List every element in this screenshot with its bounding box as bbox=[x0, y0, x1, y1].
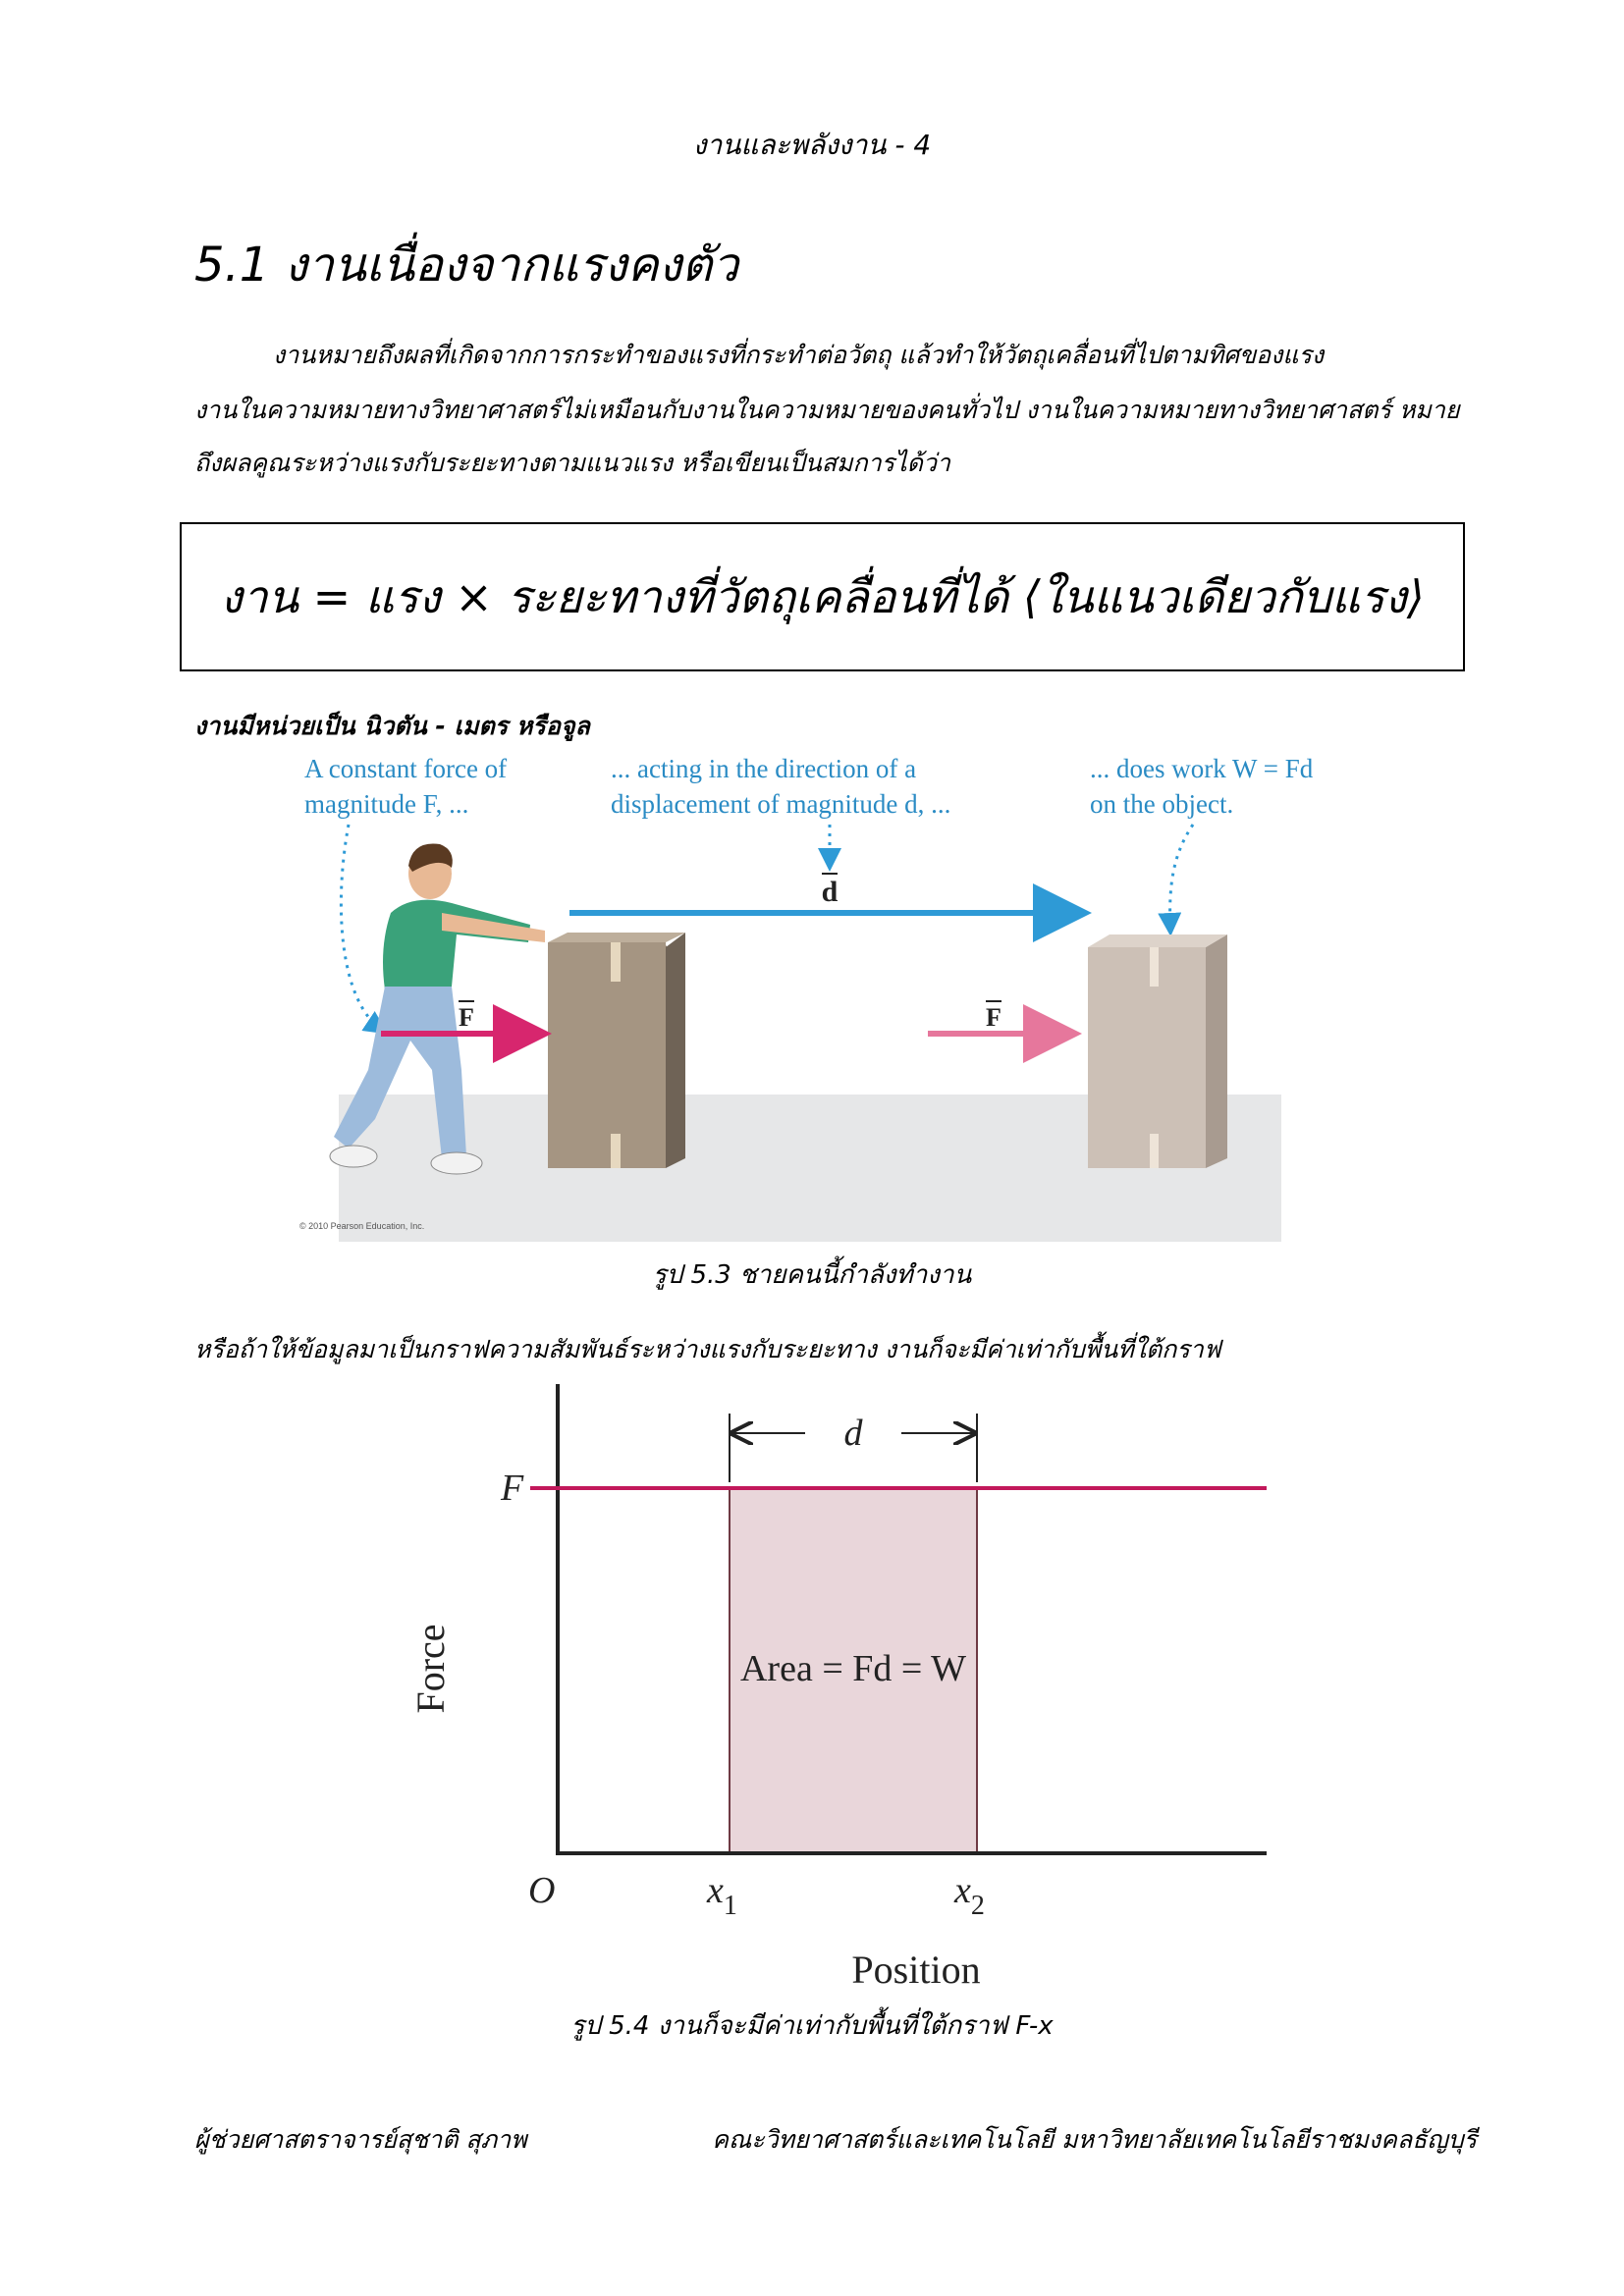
label-work-line2: on the object. bbox=[1090, 789, 1234, 819]
copyright-note: © 2010 Pearson Education, Inc. bbox=[299, 1221, 425, 1231]
box-final bbox=[1088, 934, 1227, 1168]
leader-force bbox=[341, 825, 383, 1031]
x2-label: $x_2$ bbox=[954, 1870, 985, 1921]
vector-f-label-initial: F bbox=[459, 1003, 474, 1032]
origin-label: O bbox=[528, 1870, 556, 1911]
f-label: F bbox=[501, 1468, 524, 1509]
label-work-line1: ... does work W = Fd bbox=[1090, 754, 1314, 783]
paragraph-scientific-meaning: งานในความหมายทางวิทยาศาสตร์ไม่เหมือนกับงานในความหมายของคนทั่วไป งานในความหมายทางวิทยาศาสตร์ หมายถึงผลคูณระหว่างแรงกับระยะทางตามแนวแรง หรือเขียนเป็นสมการได้ว่า bbox=[194, 396, 1460, 477]
unit-statement: งานมีหน่วยเป็น นิวตัน - เมตร หรือจูล bbox=[194, 712, 590, 740]
area-label: Area = Fd = W bbox=[739, 1648, 967, 1689]
label-force-line1: A constant force of bbox=[304, 754, 508, 783]
figure-force-position-graph bbox=[373, 1374, 1276, 2002]
page-footer bbox=[194, 2120, 1477, 2160]
label-displacement-line1: ... acting in the direction of a bbox=[611, 754, 917, 783]
leader-work bbox=[1170, 825, 1193, 931]
section-title: 5.1 งานเนื่องจากแรงคงตัว bbox=[194, 238, 739, 293]
equation-text: งาน = แรง × ระยะทางที่วัตถุเคลื่อนที่ได้ ⟨ในแนวเดียวกับแรง⟩ bbox=[220, 569, 1425, 623]
figure2-caption: รูป 5.4 งานก็จะมีค่าเท่ากับพื้นที่ใต้กราฟ F-x bbox=[570, 2011, 1054, 2041]
vector-d-label: d bbox=[821, 876, 839, 908]
box-initial bbox=[548, 933, 685, 1168]
label-displacement-line2: displacement of magnitude d, ... bbox=[611, 789, 951, 819]
d-label: d bbox=[843, 1413, 863, 1454]
footer-author: ผู้ช่วยศาสตราจารย์สุชาติ สุภาพ bbox=[194, 2125, 527, 2154]
paragraph-definition: งานหมายถึงผลที่เกิดจากการกระทำของแรงที่กระทำต่อวัตถุ แล้วทำให้วัตถุเคลื่อนที่ไปตามทิศของแรง bbox=[273, 341, 1325, 369]
figure1-caption: รูป 5.3 ชายคนนี้กำลังทำงาน bbox=[652, 1260, 972, 1290]
running-header: งานและพลังงาน - 4 bbox=[692, 129, 932, 161]
footer-institution: คณะวิทยาศาสตร์และเทคโนโลยี มหาวิทยาลัยเทคโนโลยีราชมงคลธัญบุรี bbox=[712, 2125, 1477, 2154]
x1-label: $x_1$ bbox=[707, 1870, 737, 1921]
y-axis-title: Force bbox=[408, 1624, 453, 1714]
equation-box bbox=[180, 522, 1465, 671]
figure-pushing-box bbox=[295, 746, 1314, 1247]
x-axis-title: Position bbox=[851, 1948, 981, 1992]
label-force-line2: magnitude F, ... bbox=[304, 789, 469, 819]
graph-intro-text: หรือถ้าให้ข้อมูลมาเป็นกราฟความสัมพันธ์ระหว่างแรงกับระยะทาง งานก็จะมีค่าเท่ากับพื้นที่ใต้กราฟ bbox=[194, 1335, 1221, 1363]
vector-f-label-final: F bbox=[986, 1003, 1001, 1032]
